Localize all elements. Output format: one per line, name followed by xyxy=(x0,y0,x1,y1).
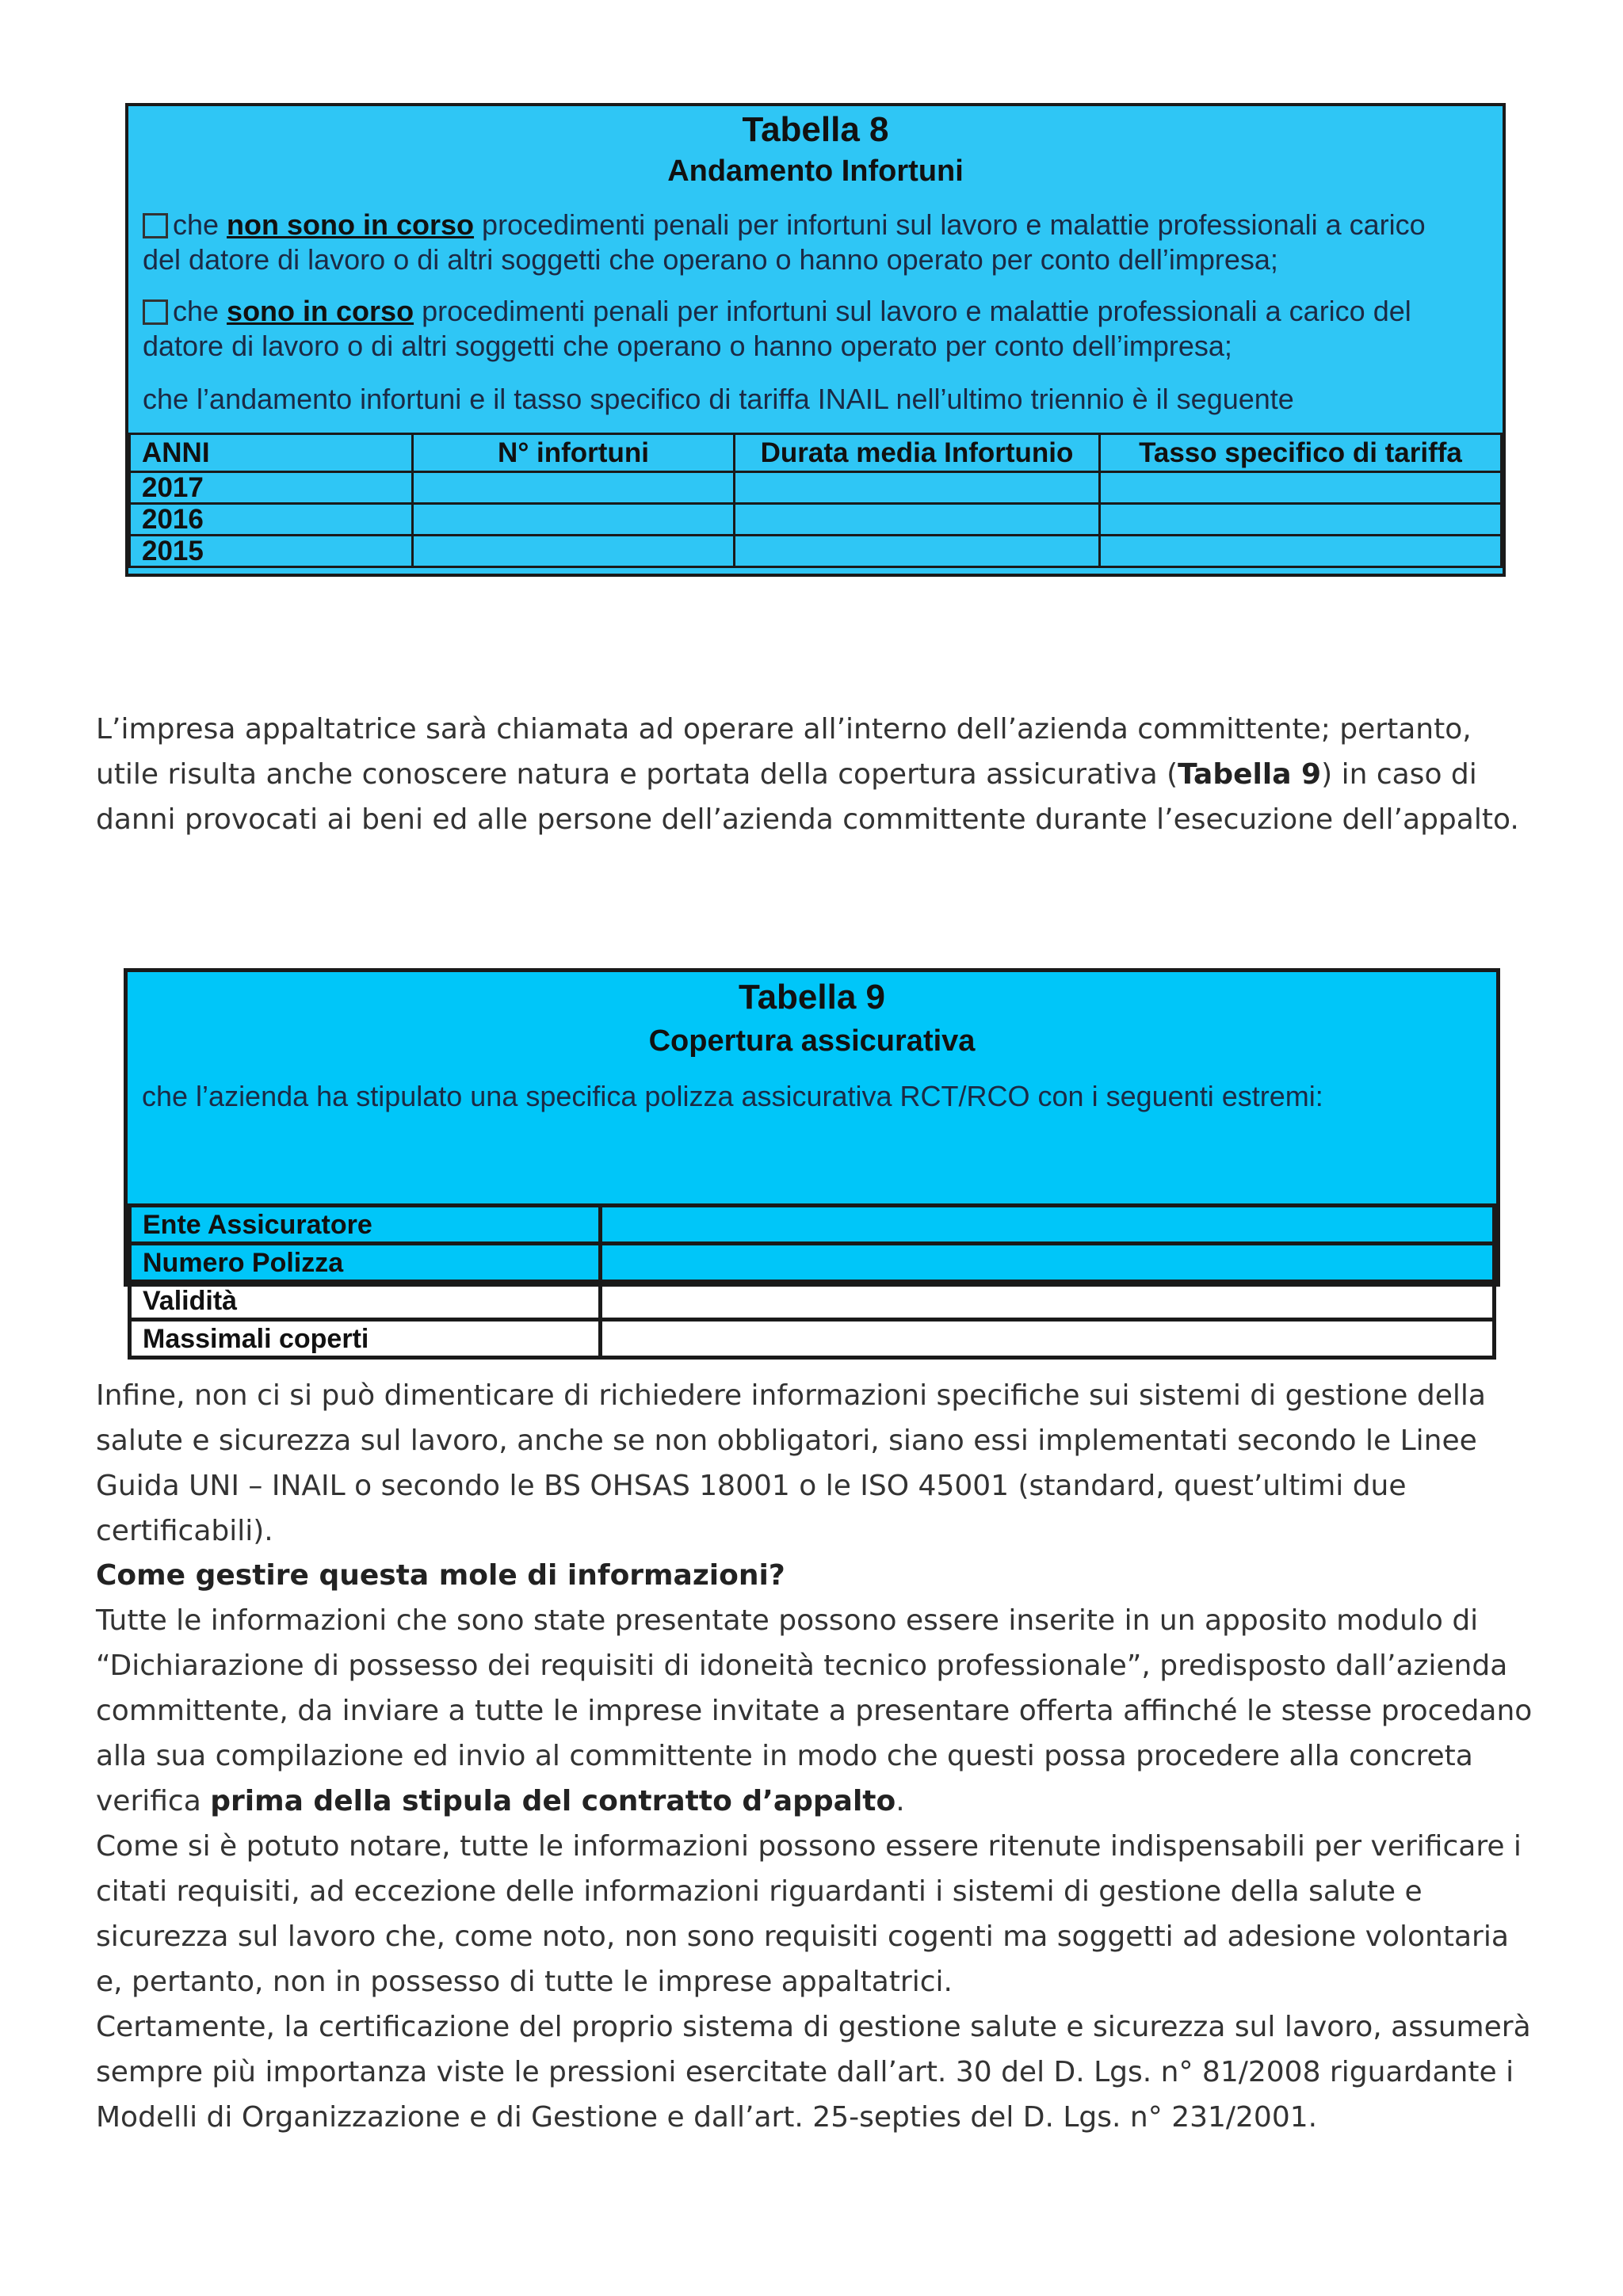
table-row xyxy=(130,1244,1495,1282)
table-row xyxy=(130,1320,1495,1358)
table-8 xyxy=(125,103,1506,577)
paragraph-certificazione: Certamente, la certificazione del proprio sistema di gestione salute e sicurezza sul lavoro, assumerà sempre più importanza viste le pressioni esercitate dall’art. 30 del D. Lgs. n° 81/2008 riguardante i Modelli di Organizzazione e di Gestione e dall’art. 25-septies del D. Lgs. n° 231/2001. xyxy=(96,2011,1531,2134)
table-row xyxy=(130,472,1502,504)
empty-cell[interactable] xyxy=(601,1206,1495,1244)
checkbox-non-in-corso[interactable] xyxy=(143,213,168,238)
polizza-grid xyxy=(128,1203,1496,1360)
row-label: Numero Polizza xyxy=(130,1244,601,1282)
table-9-intro: che l’azienda ha stipulato una specifica polizza assicurativa RCT/RCO con i seguenti estremi: xyxy=(142,1080,1323,1112)
empty-cell[interactable] xyxy=(601,1244,1495,1282)
table-9 xyxy=(124,968,1500,1354)
table-9-subtitle: Copertura assicurativa xyxy=(648,1024,976,1058)
header-durata-media: Durata media Infortunio xyxy=(735,434,1100,472)
header-n-infortuni: N° infortuni xyxy=(413,434,735,472)
table-8-intro: che l’andamento infortuni e il tasso specifico di tariffa INAIL nell’ultimo triennio è il seguente xyxy=(143,383,1294,415)
empty-cell[interactable] xyxy=(413,472,735,504)
row-label: Ente Assicuratore xyxy=(130,1206,601,1244)
table-row xyxy=(130,504,1502,536)
table-9-title: Tabella 9 xyxy=(738,978,886,1016)
paragraph-copertura: L’impresa appaltatrice sarà chiamata ad operare all’interno dell’azienda committente; pertanto, utile risulta anche conoscere natura e portata della copertura assicurativa (Tabella 9) in caso di danni provocati ai beni ed alle persone dell’azienda committente durante l’esecuzione dell’appalto. xyxy=(96,713,1519,836)
table-row xyxy=(130,1282,1495,1320)
empty-cell[interactable] xyxy=(735,504,1100,536)
table-row xyxy=(130,1206,1495,1244)
empty-cell[interactable] xyxy=(1100,504,1502,536)
row-label: Validità xyxy=(130,1282,601,1320)
empty-cell[interactable] xyxy=(735,472,1100,504)
table-8-title: Tabella 8 xyxy=(742,110,889,149)
year-cell: 2016 xyxy=(130,504,413,536)
section-heading: Come gestire questa mole di informazioni? xyxy=(96,1559,785,1592)
empty-cell[interactable] xyxy=(1100,472,1502,504)
empty-cell[interactable] xyxy=(735,536,1100,567)
paragraph-requisiti: Come si è potuto notare, tutte le informazioni possono essere ritenute indispensabili per verificare i citati requisiti, ad eccezione delle informazioni riguardanti i sistemi di gestione della salute e sicurezza sul lavoro che, come noto, non sono requisiti cogenti ma soggetti ad adesione volontaria e, pertanto, non in possesso di tutte le imprese appaltatrici. xyxy=(96,1830,1522,1998)
row-label: Massimali coperti xyxy=(130,1320,601,1358)
option-in-corso: che sono in corso procedimenti penali per infortuni sul lavoro e malattie professionali a carico del datore di lavoro o di altri soggetti che operano o hanno operato per conto dell’impresa; xyxy=(143,295,1411,362)
header-tasso-specifico: Tasso specifico di tariffa xyxy=(1100,434,1502,472)
year-cell: 2015 xyxy=(130,536,413,567)
option-non-in-corso: che non sono in corso procedimenti penali per infortuni sul lavoro e malattie professionali a carico del datore di lavoro o di altri soggetti che operano o hanno operato per conto dell’impresa; xyxy=(143,208,1426,276)
empty-cell[interactable] xyxy=(1100,536,1502,567)
table-header-row xyxy=(130,434,1502,472)
paragraph-sistemi-gestione: Infine, non ci si può dimenticare di richiedere informazioni specifiche sui sistemi di gestione della salute e sicurezza sul lavoro, anche se non obbligatori, siano essi implementati secondo le Linee Guida UNI – INAIL o secondo le BS OHSAS 18001 o le ISO 45001 (standard, quest’ultimi due certificabili). xyxy=(96,1379,1486,1547)
empty-cell[interactable] xyxy=(413,536,735,567)
infortuni-grid xyxy=(128,433,1503,568)
empty-cell[interactable] xyxy=(413,504,735,536)
empty-cell[interactable] xyxy=(601,1282,1495,1320)
checkbox-in-corso[interactable] xyxy=(143,299,168,325)
empty-cell[interactable] xyxy=(601,1320,1495,1358)
header-anni: ANNI xyxy=(130,434,413,472)
section-come-gestire: Come gestire questa mole di informazioni? Tutte le informazioni che sono state presentate possono essere inserite in un apposito modulo di “Dichiarazione di possesso dei requisiti di idoneità tecnico professionale”, predisposto dall’azienda committente, da inviare a tutte le imprese invitate a presentare offerta affinché le stesse procedano alla sua compilazione ed invio al committente in modo che questi possa procedere alla concreta verifica prima della stipula del contratto d’appalto. Come si è potuto notare, tutte le informazioni possono essere ritenute indispensabili per verificare i citati requisiti, ad eccezione delle informazioni riguardanti i sistemi di gestione della salute e sicurezza sul lavoro che, come noto, non sono requisiti cogenti ma soggetti ad adesione volontaria e, pertanto, non in possesso di tutte le imprese appaltatrici. Certamente, la certificazione del proprio sistema di gestione salute e sicurezza sul lavoro, assumerà sempre più importanza viste le pressioni esercitate dall’art. 30 del D. Lgs. n° 81/2008 riguardante i Modelli di Organizzazione e di Gestione e dall’art. 25-septies del D. Lgs. n° 231/2001. xyxy=(96,1559,1533,2134)
table-8-subtitle: Andamento Infortuni xyxy=(667,154,964,188)
table-row xyxy=(130,536,1502,567)
year-cell: 2017 xyxy=(130,472,413,504)
